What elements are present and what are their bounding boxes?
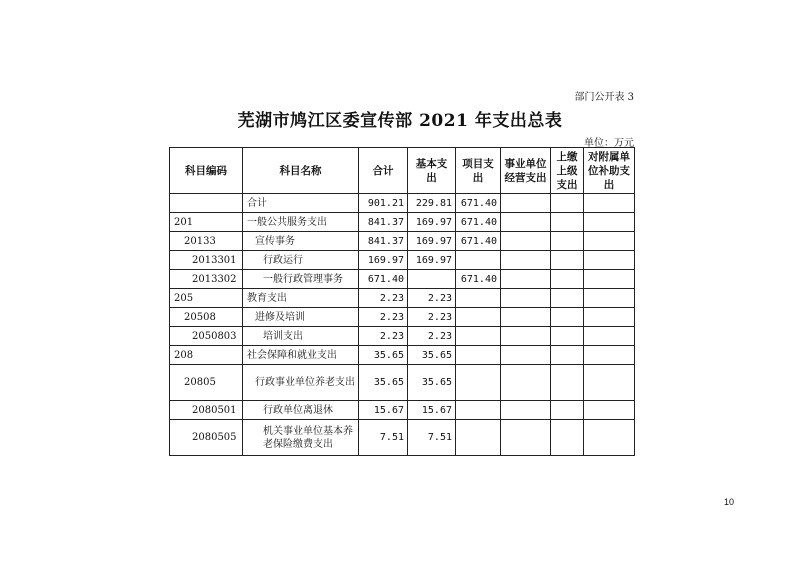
cell-subsidy [584,194,635,213]
cell-name: 宣传事务 [243,232,359,251]
cell-upper [551,308,584,327]
cell-upper [551,365,584,401]
cell-total: 901.21 [359,194,408,213]
header-upper: 上缴上级支出 [551,148,584,194]
cell-basic: 2.23 [408,327,456,346]
table-row [170,289,635,308]
cell-subsidy [584,213,635,232]
cell-basic: 15.67 [408,401,456,420]
table-row [170,194,635,213]
cell-project [456,420,501,456]
cell-total: 169.97 [359,251,408,270]
cell-code: 2013301 [170,251,243,270]
cell-project [456,346,501,365]
cell-total: 35.65 [359,346,408,365]
cell-code: 2080501 [170,401,243,420]
cell-name: 一般公共服务支出 [243,213,359,232]
cell-code: 2080505 [170,420,243,456]
cell-project [456,365,501,401]
table-row [170,346,635,365]
cell-total: 841.37 [359,213,408,232]
cell-upper [551,289,584,308]
header-project: 项目支出 [456,148,501,194]
cell-upper [551,346,584,365]
cell-basic: 169.97 [408,251,456,270]
cell-subsidy [584,270,635,289]
header-name: 科目名称 [243,148,359,194]
cell-code: 2050803 [170,327,243,346]
table-row [170,401,635,420]
cell-upper [551,270,584,289]
cell-upper [551,401,584,420]
cell-subsidy [584,308,635,327]
cell-subsidy [584,365,635,401]
cell-project [456,251,501,270]
cell-upper [551,327,584,346]
cell-business [501,365,551,401]
table-row [170,420,635,456]
cell-upper [551,232,584,251]
unit-note: 单位：万元 [584,138,634,149]
header-total: 合计 [359,148,408,194]
cell-subsidy [584,289,635,308]
cell-basic: 169.97 [408,213,456,232]
cell-project: 671.40 [456,213,501,232]
cell-upper [551,251,584,270]
cell-total: 2.23 [359,327,408,346]
cell-total: 15.67 [359,401,408,420]
table-row [170,270,635,289]
expense-summary-table [169,147,635,456]
cell-name: 一般行政管理事务 [243,270,359,289]
cell-name: 行政运行 [243,251,359,270]
cell-code: 208 [170,346,243,365]
cell-project [456,327,501,346]
cell-project: 671.40 [456,232,501,251]
cell-total: 35.65 [359,365,408,401]
table-row [170,327,635,346]
cell-business [501,420,551,456]
table-row [170,251,635,270]
cell-project [456,289,501,308]
cell-basic: 7.51 [408,420,456,456]
cell-business [501,308,551,327]
cell-name: 培训支出 [243,327,359,346]
table-body [170,194,635,456]
page-number: 10 [723,497,734,507]
table-number-label: 部门公开表 3 [574,92,634,103]
table-header-row [170,148,635,194]
cell-business [501,401,551,420]
cell-total: 2.23 [359,289,408,308]
table-row [170,232,635,251]
cell-name: 进修及培训 [243,308,359,327]
cell-code: 20805 [170,365,243,401]
cell-name: 机关事业单位基本养老保险缴费支出 [243,420,359,456]
header-code: 科目编码 [170,148,243,194]
cell-basic: 35.65 [408,346,456,365]
table-row [170,213,635,232]
cell-name: 教育支出 [243,289,359,308]
cell-basic [408,270,456,289]
cell-upper [551,194,584,213]
table-row [170,308,635,327]
cell-basic: 35.65 [408,365,456,401]
page-title: 芜湖市鸠江区委宣传部 2021 年支出总表 [237,111,563,131]
cell-code: 20133 [170,232,243,251]
cell-subsidy [584,232,635,251]
cell-basic: 2.23 [408,289,456,308]
cell-total: 7.51 [359,420,408,456]
cell-code [170,194,243,213]
cell-subsidy [584,420,635,456]
cell-business [501,232,551,251]
cell-subsidy [584,346,635,365]
cell-upper [551,420,584,456]
cell-name: 行政事业单位养老支出 [243,365,359,401]
cell-business [501,251,551,270]
cell-business [501,289,551,308]
cell-business [501,194,551,213]
cell-code: 201 [170,213,243,232]
cell-code: 2013302 [170,270,243,289]
cell-project: 671.40 [456,194,501,213]
header-business: 事业单位经营支出 [501,148,551,194]
cell-name: 行政单位离退休 [243,401,359,420]
cell-upper [551,213,584,232]
cell-name: 社会保障和就业支出 [243,346,359,365]
cell-code: 205 [170,289,243,308]
cell-subsidy [584,327,635,346]
cell-total: 2.23 [359,308,408,327]
cell-business [501,213,551,232]
table-row [170,365,635,401]
cell-code: 20508 [170,308,243,327]
cell-business [501,270,551,289]
header-subsidy: 对附属单位补助支出 [584,148,635,194]
cell-business [501,346,551,365]
cell-basic: 2.23 [408,308,456,327]
cell-subsidy [584,251,635,270]
cell-basic: 229.81 [408,194,456,213]
cell-name: 合计 [243,194,359,213]
cell-project: 671.40 [456,270,501,289]
cell-total: 671.40 [359,270,408,289]
header-basic: 基本支出 [408,148,456,194]
cell-project [456,401,501,420]
cell-total: 841.37 [359,232,408,251]
cell-basic: 169.97 [408,232,456,251]
cell-project [456,308,501,327]
cell-subsidy [584,401,635,420]
cell-business [501,327,551,346]
